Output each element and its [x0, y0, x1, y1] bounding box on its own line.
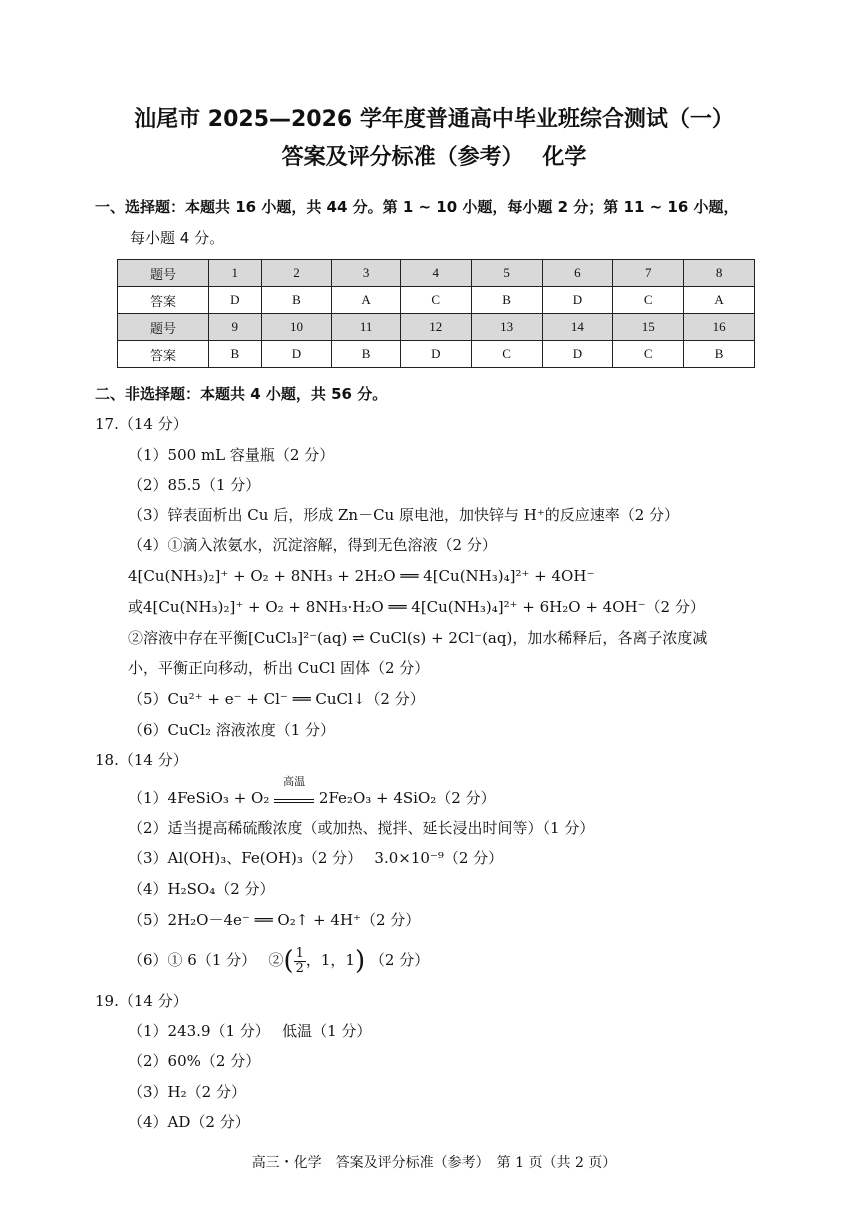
q18-l6-prefix: （6）① 6（1 分） ② [128, 951, 284, 969]
table-cell: 8 [684, 260, 755, 287]
document-title: 汕尾市 2025—2026 学年度普通高中毕业班综合测试（一） [134, 107, 734, 132]
row-label: 答案 [118, 287, 209, 314]
q17-line: 小，平衡正向移动，析出 CuCl 固体（2 分） [128, 659, 430, 677]
section1-heading: 一、选择题：本题共 16 小题，共 44 分。第 1 ~ 10 小题，每小题 2 分；第 11 ~ 16 小题， [95, 198, 739, 216]
table-cell: A [332, 287, 400, 314]
table-row-answer-2 [118, 341, 755, 368]
q19-line: （4）AD（2 分） [128, 1113, 250, 1131]
table-cell: 16 [684, 314, 755, 341]
fraction [294, 947, 306, 976]
q18-eq-left: （1）4FeSiO₃ + O₂ [128, 789, 270, 807]
q19-line: （2）60%（2 分） [128, 1052, 261, 1070]
table-cell: C [613, 287, 684, 314]
q17-heading: 17.（14 分） [95, 415, 188, 433]
q18-line: （4）H₂SO₄（2 分） [128, 880, 275, 898]
q18-equation: （5）2H₂O－4e⁻ ══ O₂↑ + 4H⁺（2 分） [128, 911, 421, 929]
paren-left: ( [283, 946, 294, 976]
q18-line: （2）适当提高稀硫酸浓度（或加热、搅拌、延长浸出时间等）（1 分） [128, 819, 595, 837]
fraction-numerator: 1 [295, 945, 304, 961]
table-cell: D [209, 287, 262, 314]
q18-l6-coords: ，1，1 [305, 951, 355, 969]
fraction-denominator: 2 [295, 960, 304, 976]
table-row-question-1 [118, 260, 755, 287]
table-cell: 15 [613, 314, 684, 341]
q18-equation [128, 775, 496, 808]
table-cell: B [332, 341, 400, 368]
table-cell: 14 [542, 314, 613, 341]
table-cell: B [209, 341, 262, 368]
section1-heading-cont: 每小题 4 分。 [130, 229, 225, 247]
table-cell: 4 [400, 260, 471, 287]
row-label: 题号 [118, 260, 209, 287]
table-cell: A [684, 287, 755, 314]
q17-line: （6）CuCl₂ 溶液浓度（1 分） [128, 721, 336, 739]
table-cell: B [684, 341, 755, 368]
table-cell: D [261, 341, 332, 368]
q18-line-6 [128, 945, 429, 976]
table-cell: 1 [209, 260, 262, 287]
table-cell: B [471, 287, 542, 314]
page-footer: 高三・化学 答案及评分标准（参考） 第 1 页（共 2 页） [251, 1155, 617, 1171]
q19-line: （3）H₂（2 分） [128, 1083, 246, 1101]
table-cell: C [613, 341, 684, 368]
row-label: 题号 [118, 314, 209, 341]
table-cell: 12 [400, 314, 471, 341]
paren-right: ) [354, 946, 366, 976]
table-cell: 9 [209, 314, 262, 341]
q18-l6-score: （2 分） [369, 951, 430, 969]
q18-line: （3）Al(OH)₃、Fe(OH)₃（2 分） 3.0×10⁻⁹（2 分） [128, 849, 504, 867]
table-cell: C [471, 341, 542, 368]
equals-sign-icon [274, 799, 314, 803]
table-cell: 3 [332, 260, 400, 287]
document-subtitle: 答案及评分标准（参考） 化学 [281, 145, 587, 170]
table-cell: 13 [471, 314, 542, 341]
table-cell: 7 [613, 260, 684, 287]
q19-heading: 19.（14 分） [95, 992, 188, 1010]
table-cell: 6 [542, 260, 613, 287]
section2-heading: 二、非选择题：本题共 4 小题，共 56 分。 [95, 385, 388, 403]
q17-line: ②溶液中存在平衡[CuCl₃]²⁻(aq) ⇌ CuCl(s) + 2Cl⁻(aq)，加水稀释后，各离子浓度减 [128, 629, 708, 647]
row-label: 答案 [118, 341, 209, 368]
q17-line: （2）85.5（1 分） [128, 476, 261, 494]
answer-table [117, 259, 755, 368]
q18-heading: 18.（14 分） [95, 751, 188, 769]
table-cell: 5 [471, 260, 542, 287]
q17-line: （1）500 mL 容量瓶（2 分） [128, 446, 335, 464]
q17-equation: 4[Cu(NH₃)₂]⁺ + O₂ + 8NH₃ + 2H₂O ══ 4[Cu(NH₃)₄]²⁺ + 4OH⁻ [128, 567, 595, 585]
table-cell: D [542, 341, 613, 368]
table-cell: C [400, 287, 471, 314]
table-cell: D [542, 287, 613, 314]
q18-eq-right: 2Fe₂O₃ + 4SiO₂（2 分） [318, 789, 496, 807]
reaction-condition: 高温 [283, 775, 306, 788]
q17-line: （4）①滴入浓氨水，沉淀溶解，得到无色溶液（2 分） [128, 536, 497, 554]
q17-equation: （5）Cu²⁺ + e⁻ + Cl⁻ ══ CuCl↓（2 分） [128, 690, 425, 708]
table-row-answer-1 [118, 287, 755, 314]
q17-line: （3）锌表面析出 Cu 后，形成 Zn－Cu 原电池，加快锌与 H⁺的反应速率（2 分） [128, 506, 680, 524]
reaction-arrow [274, 775, 314, 803]
q17-equation: 或4[Cu(NH₃)₂]⁺ + O₂ + 8NH₃·H₂O ══ 4[Cu(NH₃)₄]²⁺ + 6H₂O + 4OH⁻（2 分） [128, 598, 705, 616]
table-cell: 11 [332, 314, 400, 341]
table-cell: 10 [261, 314, 332, 341]
table-cell: 2 [261, 260, 332, 287]
table-row-question-2 [118, 314, 755, 341]
table-cell: B [261, 287, 332, 314]
q19-line: （1）243.9（1 分） 低温（1 分） [128, 1022, 372, 1040]
table-cell: D [400, 341, 471, 368]
